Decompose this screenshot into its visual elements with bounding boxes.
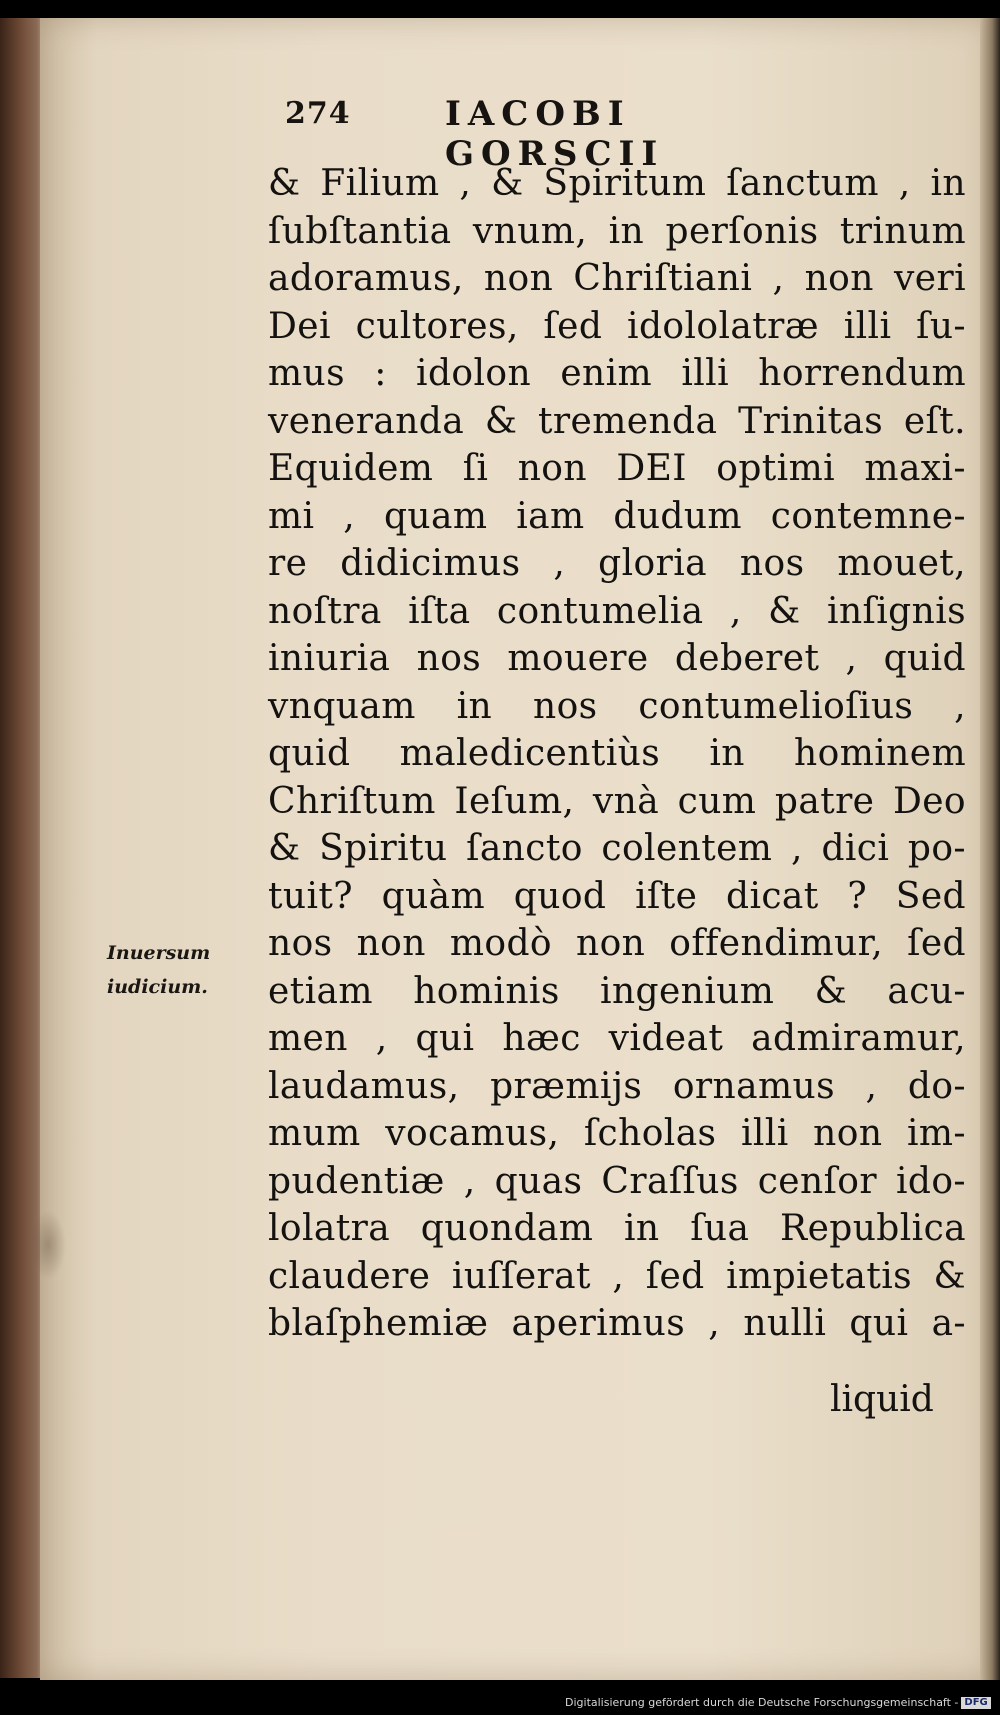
text-line: Chriſtum Ieſum, vnà cum patre Deo	[268, 780, 966, 822]
marginal-note-line: iudicium.	[107, 976, 208, 998]
text-line: mus : idolon enim illi horrendum	[268, 353, 966, 394]
text-line: noſtra iſta contumelia , & inſignis	[268, 590, 966, 632]
catchword: liquid	[830, 1379, 934, 1420]
main-text	[268, 160, 966, 1348]
text-line: laudamus, præmijs ornamus , do-	[268, 1065, 966, 1107]
text-line: mum vocamus, ſcholas illi non im-	[268, 1113, 966, 1154]
text-line: quid maledicentiùs in hominem	[268, 733, 966, 774]
text-line: men , qui hæc videat admiramur,	[268, 1018, 966, 1059]
text-line: & Filium , & Spiritum ſanctum , in	[268, 163, 966, 204]
text-line: & Spiritu ſancto colentem , dici po-	[268, 828, 966, 869]
text-line: mi , quam iam dudum contemne-	[268, 495, 966, 537]
text-line: claudere iuſſerat , ſed impietatis &	[268, 1255, 966, 1297]
page-header	[285, 94, 845, 174]
text-line: tuit? quàm quod iſte dicat ? Sed	[268, 875, 966, 917]
page-stain	[30, 1210, 66, 1280]
digitization-credit	[565, 1696, 991, 1709]
text-line: adoramus, non Chriſtiani , non veri	[268, 258, 966, 299]
credit-text: Digitalisierung gefördert durch die Deutsche Forschungsgemeinschaft -	[565, 1696, 959, 1709]
text-line: etiam hominis ingenium & acu-	[268, 970, 966, 1012]
text-line: ſubſtantia vnum, in perſonis trinum	[268, 210, 966, 252]
text-line: re didicimus , gloria nos mouet,	[268, 543, 966, 584]
text-line: iniuria nos mouere deberet , quid	[268, 638, 966, 679]
text-line: lolatra quondam in ſua Republica	[268, 1208, 966, 1249]
text-line: nos non modò non offendimur, ſed	[268, 923, 966, 964]
text-line: veneranda & tremenda Trinitas eſt.	[268, 400, 966, 442]
text-line: pudentiæ , quas Craſſus cenſor ido-	[268, 1160, 966, 1202]
page-number: 274	[285, 96, 351, 131]
dfg-logo: DFG	[961, 1697, 990, 1709]
text-line: vnquam in nos contumelioſius ,	[268, 685, 966, 727]
marginal-note-line: Inuersum	[107, 942, 211, 964]
text-line: Equidem ſi non DEI optimi maxi-	[268, 448, 966, 489]
page-right-edge	[980, 18, 1000, 1680]
text-line: blaſphemiæ aperimus , nulli qui a-	[268, 1303, 966, 1344]
marginal-note	[107, 936, 257, 1004]
running-head: IACOBI GORSCII	[445, 94, 665, 174]
text-line: Dei cultores, ſed idololatræ illi ſu-	[268, 305, 966, 347]
